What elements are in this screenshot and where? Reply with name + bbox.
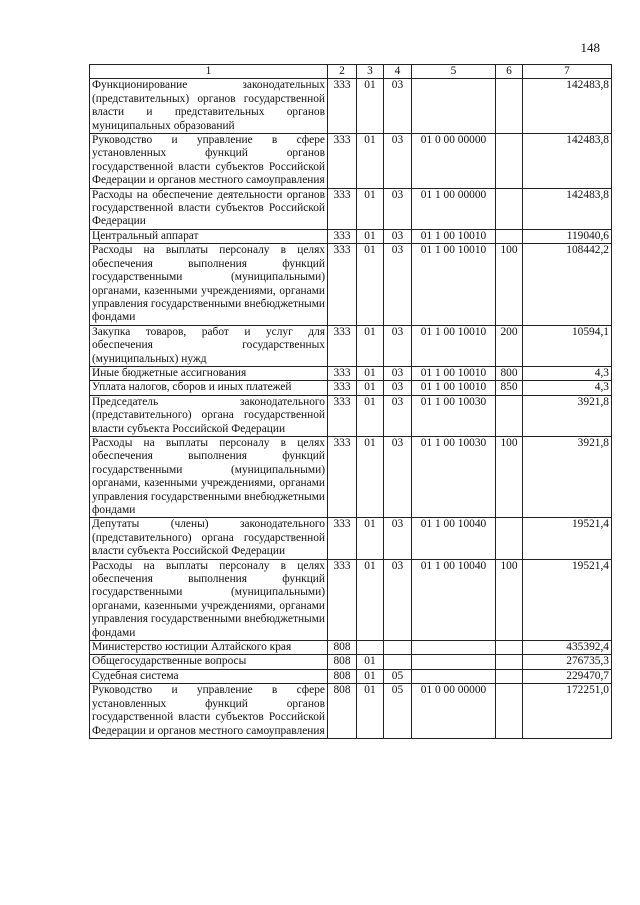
- table-row: [90, 436, 612, 517]
- budget-table: [89, 64, 612, 739]
- section-code-cell: 01: [357, 188, 384, 229]
- section-code-cell: 01: [357, 655, 384, 669]
- subsection-code-cell: 03: [384, 79, 412, 134]
- row-name-cell: Министерство юстиции Алтайского края: [90, 641, 328, 655]
- table-row: [90, 641, 612, 655]
- target-article-cell: 01 1 00 10040: [412, 559, 496, 640]
- ministry-code-cell: 333: [328, 381, 357, 395]
- row-name-cell: Центральный аппарат: [90, 229, 328, 243]
- column-header: 6: [496, 65, 523, 79]
- subsection-code-cell: 05: [384, 669, 412, 683]
- expense-type-cell: [496, 655, 523, 669]
- amount-cell: 276735,3: [523, 655, 612, 669]
- row-name-cell: Функционирование законодательных (представительных) органов государственной власти и представительных органов муниципальных образований: [90, 79, 328, 134]
- table-row: [90, 244, 612, 325]
- section-code-cell: 01: [357, 366, 384, 380]
- row-name-cell: Уплата налогов, сборов и иных платежей: [90, 381, 328, 395]
- section-code-cell: 01: [357, 669, 384, 683]
- table-row: [90, 655, 612, 669]
- section-code-cell: 01: [357, 134, 384, 189]
- ministry-code-cell: 808: [328, 669, 357, 683]
- subsection-code-cell: [384, 655, 412, 669]
- target-article-cell: 01 0 00 00000: [412, 134, 496, 189]
- amount-cell: 4,3: [523, 381, 612, 395]
- target-article-cell: 01 1 00 10010: [412, 244, 496, 325]
- table-row: [90, 134, 612, 189]
- target-article-cell: 01 1 00 10010: [412, 381, 496, 395]
- expense-type-cell: [496, 684, 523, 739]
- subsection-code-cell: 03: [384, 244, 412, 325]
- ministry-code-cell: 333: [328, 395, 357, 436]
- column-header: 3: [357, 65, 384, 79]
- ministry-code-cell: 333: [328, 436, 357, 517]
- table-row: [90, 229, 612, 243]
- subsection-code-cell: 03: [384, 436, 412, 517]
- row-name-cell: Расходы на выплаты персоналу в целях обеспечения выполнения функций государственными (муниципальными) органами, казенными учреждениями, органами управления государственными внебюджетными фондами: [90, 244, 328, 325]
- amount-cell: 172251,0: [523, 684, 612, 739]
- subsection-code-cell: 03: [384, 395, 412, 436]
- ministry-code-cell: 808: [328, 655, 357, 669]
- target-article-cell: 01 1 00 10010: [412, 229, 496, 243]
- section-code-cell: 01: [357, 518, 384, 559]
- page-number: 148: [580, 40, 600, 55]
- row-name-cell: Руководство и управление в сфере установленных функций органов государственной власти субъектов Российской Федерации и органов местного самоуправления: [90, 134, 328, 189]
- expense-type-cell: 100: [496, 559, 523, 640]
- table-header-row: [90, 65, 612, 79]
- expense-type-cell: [496, 395, 523, 436]
- section-code-cell: 01: [357, 684, 384, 739]
- table-row: [90, 395, 612, 436]
- target-article-cell: 01 0 00 00000: [412, 684, 496, 739]
- row-name-cell: Расходы на выплаты персоналу в целях обеспечения выполнения функций государственными (муниципальными) органами, казенными учреждениями, органами управления государственными внебюджетными фондами: [90, 559, 328, 640]
- section-code-cell: 01: [357, 229, 384, 243]
- ministry-code-cell: 333: [328, 134, 357, 189]
- ministry-code-cell: 333: [328, 79, 357, 134]
- target-article-cell: 01 1 00 10030: [412, 436, 496, 517]
- row-name-cell: Расходы на выплаты персоналу в целях обеспечения выполнения функций государственными (муниципальными) органами, казенными учреждениями, органами управления государственными внебюджетными фондами: [90, 436, 328, 517]
- amount-cell: 19521,4: [523, 559, 612, 640]
- subsection-code-cell: 03: [384, 325, 412, 366]
- row-name-cell: Судебная система: [90, 669, 328, 683]
- expense-type-cell: 850: [496, 381, 523, 395]
- subsection-code-cell: 03: [384, 229, 412, 243]
- subsection-code-cell: [384, 641, 412, 655]
- target-article-cell: 01 1 00 00000: [412, 188, 496, 229]
- table-row: [90, 366, 612, 380]
- amount-cell: 435392,4: [523, 641, 612, 655]
- ministry-code-cell: 333: [328, 366, 357, 380]
- amount-cell: 229470,7: [523, 669, 612, 683]
- section-code-cell: 01: [357, 244, 384, 325]
- table-row: [90, 669, 612, 683]
- row-name-cell: Расходы на обеспечение деятельности органов государственной власти субъектов Российской Федерации: [90, 188, 328, 229]
- row-name-cell: Общегосударственные вопросы: [90, 655, 328, 669]
- target-article-cell: [412, 669, 496, 683]
- expense-type-cell: 100: [496, 436, 523, 517]
- expense-type-cell: [496, 229, 523, 243]
- expense-type-cell: [496, 669, 523, 683]
- subsection-code-cell: 03: [384, 518, 412, 559]
- expense-type-cell: [496, 134, 523, 189]
- expense-type-cell: 100: [496, 244, 523, 325]
- amount-cell: 10594,1: [523, 325, 612, 366]
- amount-cell: 119040,6: [523, 229, 612, 243]
- amount-cell: 4,3: [523, 366, 612, 380]
- column-header: 2: [328, 65, 357, 79]
- row-name-cell: Руководство и управление в сфере установленных функций органов государственной власти субъектов Российской Федерации и органов местного самоуправления: [90, 684, 328, 739]
- ministry-code-cell: 333: [328, 325, 357, 366]
- amount-cell: 142483,8: [523, 79, 612, 134]
- section-code-cell: 01: [357, 395, 384, 436]
- target-article-cell: 01 1 00 10010: [412, 325, 496, 366]
- amount-cell: 142483,8: [523, 188, 612, 229]
- amount-cell: 3921,8: [523, 395, 612, 436]
- subsection-code-cell: 03: [384, 134, 412, 189]
- amount-cell: 142483,8: [523, 134, 612, 189]
- expense-type-cell: [496, 79, 523, 134]
- table-row: [90, 684, 612, 739]
- table-row: [90, 381, 612, 395]
- table-row: [90, 188, 612, 229]
- subsection-code-cell: 03: [384, 188, 412, 229]
- row-name-cell: Депутаты (члены) законодательного (представительного) органа государственной власти субъекта Российской Федерации: [90, 518, 328, 559]
- target-article-cell: [412, 641, 496, 655]
- column-header: 4: [384, 65, 412, 79]
- table-row: [90, 518, 612, 559]
- ministry-code-cell: 333: [328, 244, 357, 325]
- target-article-cell: 01 1 00 10040: [412, 518, 496, 559]
- expense-type-cell: [496, 518, 523, 559]
- table-row: [90, 559, 612, 640]
- section-code-cell: 01: [357, 436, 384, 517]
- column-header: 1: [90, 65, 328, 79]
- table-row: [90, 325, 612, 366]
- target-article-cell: [412, 79, 496, 134]
- ministry-code-cell: 333: [328, 188, 357, 229]
- expense-type-cell: [496, 188, 523, 229]
- row-name-cell: Иные бюджетные ассигнования: [90, 366, 328, 380]
- section-code-cell: [357, 641, 384, 655]
- section-code-cell: 01: [357, 559, 384, 640]
- amount-cell: 3921,8: [523, 436, 612, 517]
- ministry-code-cell: 333: [328, 229, 357, 243]
- target-article-cell: [412, 655, 496, 669]
- subsection-code-cell: 05: [384, 684, 412, 739]
- expense-type-cell: 200: [496, 325, 523, 366]
- subsection-code-cell: 03: [384, 381, 412, 395]
- table-row: [90, 79, 612, 134]
- subsection-code-cell: 03: [384, 559, 412, 640]
- expense-type-cell: [496, 641, 523, 655]
- amount-cell: 19521,4: [523, 518, 612, 559]
- ministry-code-cell: 808: [328, 641, 357, 655]
- ministry-code-cell: 333: [328, 518, 357, 559]
- column-header: 5: [412, 65, 496, 79]
- subsection-code-cell: 03: [384, 366, 412, 380]
- ministry-code-cell: 808: [328, 684, 357, 739]
- section-code-cell: 01: [357, 381, 384, 395]
- row-name-cell: Закупка товаров, работ и услуг для обеспечения государственных (муниципальных) нужд: [90, 325, 328, 366]
- target-article-cell: 01 1 00 10010: [412, 366, 496, 380]
- amount-cell: 108442,2: [523, 244, 612, 325]
- column-header: 7: [523, 65, 612, 79]
- ministry-code-cell: 333: [328, 559, 357, 640]
- section-code-cell: 01: [357, 325, 384, 366]
- section-code-cell: 01: [357, 79, 384, 134]
- row-name-cell: Председатель законодательного (представительного) органа государственной власти субъекта Российской Федерации: [90, 395, 328, 436]
- expense-type-cell: 800: [496, 366, 523, 380]
- target-article-cell: 01 1 00 10030: [412, 395, 496, 436]
- table-body: [90, 79, 612, 739]
